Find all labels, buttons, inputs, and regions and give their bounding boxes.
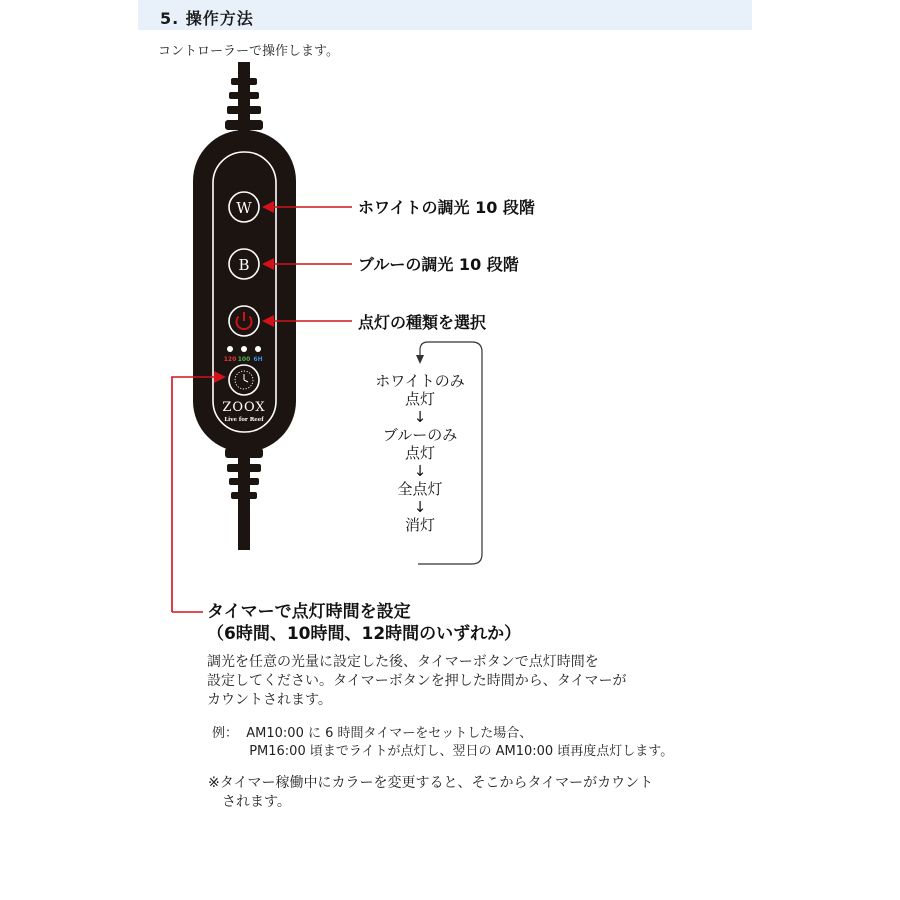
cycle-list xyxy=(340,372,500,534)
timer-heading-line: タイマーで点灯時間を設定 xyxy=(207,602,411,622)
cycle-arrow: ↓ xyxy=(413,498,427,516)
timer-heading-line: （6時間、10時間、12時間のいずれか） xyxy=(207,624,522,644)
cycle-loop-arrowhead xyxy=(416,355,424,364)
brand-logo: ZOOX xyxy=(222,400,266,415)
cycle-step: 消灯 xyxy=(404,516,435,534)
label-blue-dimmer: ブルーの調光 10 段階 xyxy=(358,255,519,274)
timer-note xyxy=(208,774,653,812)
note-line: ※タイマー稼働中にカラーを変更すると、そこからタイマーがカウント xyxy=(208,775,654,791)
cycle-step: 全点灯 xyxy=(397,480,443,498)
example-line: PM16:00 頃までライトが点灯し、翌日の AM10:00 頃再度点灯します。 xyxy=(212,744,674,759)
cycle-step: 点灯 xyxy=(404,390,435,408)
timer-description xyxy=(207,653,626,710)
label-mode-select: 点灯の種類を選択 xyxy=(358,313,487,332)
white-button-label: W xyxy=(236,199,252,217)
example-line: 例： AM10:00 に 6 時間タイマーをセットした場合、 xyxy=(212,726,533,741)
cycle-arrow: ↓ xyxy=(413,408,427,426)
indicator-label-6h: 6H xyxy=(253,356,263,363)
indicator-label-120: 120 xyxy=(223,356,237,363)
cycle-step: 点灯 xyxy=(404,444,435,462)
cycle-step: ブルーのみ xyxy=(382,426,458,444)
cycle-step: ホワイトのみ xyxy=(375,372,465,390)
label-white-dimmer: ホワイトの調光 10 段階 xyxy=(358,198,535,217)
brand-tagline: Live for Reef xyxy=(224,417,264,423)
description-line: カウントされます。 xyxy=(207,692,332,708)
indicator-label-100: 100 xyxy=(237,356,251,363)
blue-button-label: B xyxy=(238,256,250,274)
description-line: 調光を任意の光量に設定した後、タイマーボタンで点灯時間を xyxy=(207,654,599,670)
intro-text: コントローラーで操作します。 xyxy=(158,44,339,59)
timer-heading xyxy=(207,601,521,645)
timer-example xyxy=(212,725,673,761)
section-title: 5. 操作方法 xyxy=(160,9,254,28)
cycle-arrow: ↓ xyxy=(413,462,427,480)
note-line: されます。 xyxy=(208,794,291,810)
description-line: 設定してください。タイマーボタンを押した時間から、タイマーが xyxy=(207,673,627,689)
